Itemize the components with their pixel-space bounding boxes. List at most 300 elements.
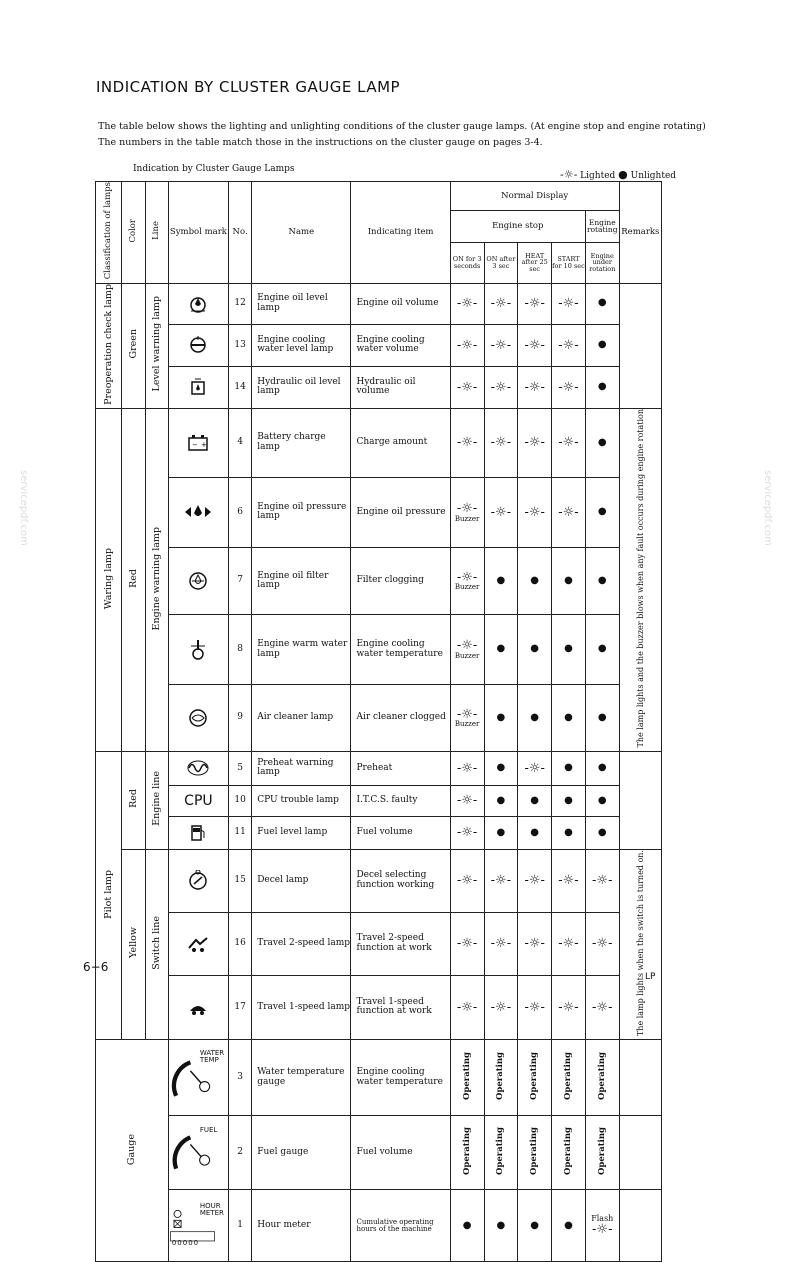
operating-label: Operating xyxy=(529,1127,540,1176)
water-temp-icon xyxy=(187,638,209,662)
symbol-cell xyxy=(168,548,228,614)
lighted-icon: -☼- xyxy=(524,295,545,311)
unlighted-icon: ● xyxy=(530,574,540,586)
state-cell xyxy=(552,751,586,785)
group-pilot-text: Pilot lamp xyxy=(102,869,114,919)
state-cell xyxy=(484,324,518,366)
lighted-icon: -☼- xyxy=(524,999,545,1015)
state-cell xyxy=(484,751,518,785)
group-precheck xyxy=(96,283,122,408)
gauge-row xyxy=(96,1116,662,1190)
state-cell xyxy=(518,1040,552,1116)
symbol-cell xyxy=(168,912,228,975)
remark-empty xyxy=(619,1040,661,1116)
state-cell xyxy=(552,685,586,751)
header-normal-display: Normal Display xyxy=(450,182,619,211)
state-cell xyxy=(552,283,586,324)
legend-unlighted: Unlighted xyxy=(630,171,677,181)
gauge-item: Engine cooling water temperature xyxy=(351,1040,450,1116)
lamp-name: Decel lamp xyxy=(252,849,351,912)
state-cell xyxy=(552,1190,586,1262)
table-row xyxy=(96,283,662,324)
state-cell xyxy=(450,283,484,324)
state-cell xyxy=(552,785,586,816)
travel-2-speed-icon xyxy=(186,934,210,954)
state-cell xyxy=(585,477,619,548)
gauge-symbol-label: FUEL xyxy=(199,1125,218,1134)
symbol-cell xyxy=(168,685,228,751)
table-row xyxy=(96,912,662,975)
state-cell xyxy=(484,912,518,975)
state-cell xyxy=(450,1040,484,1116)
table-row xyxy=(96,366,662,408)
lighted-icon: -☼- xyxy=(592,935,613,951)
state-cell xyxy=(552,548,586,614)
unlighted-icon: ● xyxy=(597,794,607,806)
state-cell xyxy=(552,477,586,548)
indicating-item: Engine oil pressure xyxy=(351,477,450,548)
gauge-name: Hour meter xyxy=(252,1190,351,1262)
gauge-name: Water temperature gauge xyxy=(252,1040,351,1116)
indicating-item: Air cleaner clogged xyxy=(351,685,450,751)
gauge-symbol-cell xyxy=(168,1116,228,1190)
state-cell xyxy=(484,548,518,614)
remark-empty xyxy=(619,283,661,408)
unlighted-icon: ● xyxy=(496,1219,506,1231)
header-remarks: Remarks xyxy=(619,182,661,284)
color-red-warning xyxy=(122,409,145,752)
table-row xyxy=(96,816,662,849)
unlighted-icon: ● xyxy=(496,794,506,806)
lighted-icon: -☼- xyxy=(524,873,545,889)
state-cell xyxy=(552,849,586,912)
state-cell xyxy=(552,912,586,975)
indicating-item: Engine cooling water volume xyxy=(351,324,450,366)
lighted-icon: -☼- xyxy=(558,435,579,451)
table-row xyxy=(96,849,662,912)
state-cell xyxy=(518,816,552,849)
state-cell xyxy=(450,751,484,785)
gauge-row xyxy=(96,1040,662,1116)
lighted-icon: -☼- xyxy=(558,873,579,889)
symbol-cell xyxy=(168,785,228,816)
lighted-icon: -☼- xyxy=(592,999,613,1015)
operating-label: Operating xyxy=(495,1052,506,1101)
color-yellow xyxy=(122,849,145,1039)
operating-label: Operating xyxy=(562,1127,573,1176)
remark-empty xyxy=(619,751,661,849)
unlighted-icon: ● xyxy=(597,826,607,838)
gauge-symbol-label: HOUR METER xyxy=(199,1201,224,1218)
symbol-cell xyxy=(168,849,228,912)
state-cell xyxy=(518,685,552,751)
state-cell xyxy=(484,849,518,912)
buzzer-label: Buzzer xyxy=(454,583,480,592)
header-engine-rotating: Engine rotating xyxy=(585,211,619,243)
operating-label: Operating xyxy=(562,1052,573,1101)
state-cell xyxy=(585,1040,619,1116)
symbol-cell xyxy=(168,324,228,366)
unlighted-icon: ● xyxy=(530,711,540,723)
unlighted-icon: ● xyxy=(564,574,573,586)
unlighted-icon: ● xyxy=(564,762,573,774)
lighted-icon: -☼- xyxy=(490,379,512,395)
lamp-name: Hydraulic oil level lamp xyxy=(252,366,351,408)
symbol-cell xyxy=(168,366,228,408)
lamp-name: Engine cooling water level lamp xyxy=(252,324,351,366)
gauge-item: Fuel volume xyxy=(351,1116,450,1190)
table-row xyxy=(96,409,662,478)
gauge-symbol xyxy=(169,1125,226,1181)
color-green-text: Green xyxy=(127,329,139,359)
state-cell xyxy=(552,366,586,408)
color-yellow-text: Yellow xyxy=(127,927,139,959)
lighted-icon: -☼- xyxy=(490,337,512,353)
state-cell xyxy=(585,685,619,751)
oil-pressure-icon xyxy=(183,503,213,521)
lamp-name: Preheat warning lamp xyxy=(252,751,351,785)
hydraulic-oil-icon xyxy=(187,376,209,398)
lighted-icon: -☼- xyxy=(524,504,545,520)
state-cell xyxy=(484,685,518,751)
state-cell xyxy=(585,614,619,685)
lamp-number: 9 xyxy=(229,685,252,751)
table-row xyxy=(96,548,662,614)
header-engine-stop: Engine stop xyxy=(450,211,585,243)
svg-text:+: + xyxy=(201,440,208,449)
symbol-cell xyxy=(168,975,228,1040)
gauge-name: Fuel gauge xyxy=(252,1116,351,1190)
gauge-number: 2 xyxy=(229,1116,252,1190)
header-symbol: Symbol mark xyxy=(168,182,228,284)
group-warning-text: Waring lamp xyxy=(102,547,114,609)
unlighted-icon: ● xyxy=(530,643,540,655)
lighted-icon: -☼- xyxy=(592,873,613,889)
lighted-icon: -☼- xyxy=(456,935,478,951)
lighted-icon: -☼- xyxy=(524,935,545,951)
state-cell xyxy=(450,685,484,751)
table-row xyxy=(96,975,662,1040)
state-cell xyxy=(585,751,619,785)
line-engine xyxy=(145,751,168,849)
unlighted-icon: ● xyxy=(530,826,540,838)
table-row xyxy=(96,324,662,366)
lamp-number: 5 xyxy=(229,751,252,785)
operating-label: Operating xyxy=(461,1052,472,1101)
state-cell xyxy=(518,912,552,975)
indicating-item: Hydraulic oil volume xyxy=(351,366,450,408)
color-red-pilot-text: Red xyxy=(127,789,139,809)
travel-1-speed-icon xyxy=(186,997,210,1017)
unlighted-icon: ● xyxy=(496,762,506,774)
state-cell xyxy=(484,975,518,1040)
unlighted-icon: ● xyxy=(462,1219,472,1231)
lighted-icon: -☼- xyxy=(524,435,545,451)
unlighted-symbol: ● xyxy=(618,168,628,181)
state-cell xyxy=(450,1190,484,1262)
operating-label: Operating xyxy=(596,1052,607,1101)
state-cell xyxy=(585,1190,619,1262)
header-color: Color xyxy=(122,182,145,284)
unlighted-icon: ● xyxy=(496,643,506,655)
remark-warning-text: The lamp lights and the buzzer blows when any fault occurs during engine rotation xyxy=(635,409,645,748)
color-red-pilot xyxy=(122,751,145,849)
symbol-cell xyxy=(168,614,228,685)
lighted-icon: -☼- xyxy=(456,706,478,722)
buzzer-label: Buzzer xyxy=(454,720,480,729)
indicating-item: Charge amount xyxy=(351,409,450,478)
remark-warning xyxy=(619,409,661,752)
table-row xyxy=(96,477,662,548)
intro-line-2: The numbers in the table match those in the instructions on the cluster gauge on pages 3-4. xyxy=(98,137,543,148)
state-cell xyxy=(585,785,619,816)
fuel-pump-icon xyxy=(188,822,208,844)
lighted-icon: -☼- xyxy=(558,999,579,1015)
header-sub-2: ON after 3 sec xyxy=(484,242,518,283)
state-cell xyxy=(518,785,552,816)
operating-label: Operating xyxy=(596,1127,607,1176)
state-cell xyxy=(585,849,619,912)
indicating-item: Engine oil volume xyxy=(351,283,450,324)
preheat-icon xyxy=(186,759,210,777)
cpu-icon: CPU xyxy=(184,792,213,809)
lighted-icon: -☼- xyxy=(490,295,512,311)
lamp-number: 4 xyxy=(229,409,252,478)
state-cell xyxy=(518,477,552,548)
lamp-name: Travel 1-speed lamp xyxy=(252,975,351,1040)
lamp-number: 10 xyxy=(229,785,252,816)
group-precheck-text: Preoperation check lamp xyxy=(102,283,114,405)
state-cell xyxy=(585,366,619,408)
state-cell xyxy=(484,1190,518,1262)
cluster-lamp-table xyxy=(95,181,662,1262)
state-cell xyxy=(585,816,619,849)
gauge-symbol xyxy=(169,1201,226,1251)
state-cell xyxy=(585,1116,619,1190)
operating-label: Operating xyxy=(461,1127,472,1176)
gauge-symbol-cell xyxy=(168,1040,228,1116)
state-cell xyxy=(518,751,552,785)
state-cell xyxy=(585,912,619,975)
lighted-icon: -☼- xyxy=(456,760,478,776)
intro-line-1: The table below shows the lighting and unlighting conditions of the cluster gauge lamps. (At engine stop and engine rotating) xyxy=(98,121,706,132)
symbol-cell xyxy=(168,751,228,785)
remark-switch-text: The lamp lights when the switch is turned on. xyxy=(635,849,645,1036)
unlighted-icon: ● xyxy=(564,1219,573,1231)
lamp-name: CPU trouble lamp xyxy=(252,785,351,816)
unlighted-icon: ● xyxy=(496,574,506,586)
state-cell xyxy=(518,283,552,324)
state-cell xyxy=(552,409,586,478)
indicating-item: Decel selecting function working xyxy=(351,849,450,912)
state-cell xyxy=(552,324,586,366)
watermark-right: servicepdf.com xyxy=(762,470,773,546)
lighted-icon: -☼- xyxy=(456,793,478,809)
unlighted-icon: ● xyxy=(530,1219,540,1231)
state-cell xyxy=(450,477,484,548)
state-cell xyxy=(518,548,552,614)
lighted-icon: -☼- xyxy=(456,638,478,654)
line-engine-text: Engine line xyxy=(150,771,162,827)
lighted-icon: -☼- xyxy=(456,295,478,311)
symbol-cell xyxy=(168,409,228,478)
lighted-icon: -☼- xyxy=(456,337,478,353)
remark-empty xyxy=(619,1190,661,1262)
state-cell xyxy=(518,614,552,685)
flash-label: Flash xyxy=(591,1214,614,1223)
unlighted-icon: ● xyxy=(597,297,607,309)
symbol-cell xyxy=(168,283,228,324)
unlighted-icon: ● xyxy=(597,762,607,774)
lamp-name: Engine oil filter lamp xyxy=(252,548,351,614)
line-engine-warning-text: Engine warning lamp xyxy=(150,526,162,630)
header-no: No. xyxy=(229,182,252,284)
lamp-name: Battery charge lamp xyxy=(252,409,351,478)
oil-filter-icon xyxy=(187,570,209,592)
header-name: Name xyxy=(252,182,351,284)
gauge-symbol-cell xyxy=(168,1190,228,1262)
state-cell xyxy=(585,548,619,614)
state-cell xyxy=(450,614,484,685)
lighted-icon: -☼- xyxy=(490,935,512,951)
state-cell xyxy=(450,1116,484,1190)
gauge-row xyxy=(96,1190,662,1262)
line-level-text: Level warning lamp xyxy=(150,296,162,392)
symbol-cell xyxy=(168,816,228,849)
unlighted-icon: ● xyxy=(564,826,573,838)
lighted-icon: -☼- xyxy=(456,873,478,889)
lamp-number: 12 xyxy=(229,283,252,324)
state-cell xyxy=(518,975,552,1040)
decel-icon xyxy=(187,870,209,892)
header-sub-4: START for 10 sec xyxy=(552,242,586,283)
group-gauge xyxy=(96,1040,169,1262)
header-row-1 xyxy=(96,182,662,211)
svg-text:−: − xyxy=(192,440,199,449)
lighted-icon: -☼- xyxy=(558,337,579,353)
header-item: Indicating item xyxy=(351,182,450,284)
lamp-number: 8 xyxy=(229,614,252,685)
indicating-item: Preheat xyxy=(351,751,450,785)
state-cell xyxy=(450,816,484,849)
gauge-item: Cumulative operating hours of the machine xyxy=(351,1190,450,1262)
lighted-icon: -☼- xyxy=(558,504,579,520)
lamp-name: Engine oil pressure lamp xyxy=(252,477,351,548)
state-cell xyxy=(450,785,484,816)
lamp-number: 16 xyxy=(229,912,252,975)
lighted-icon: -☼- xyxy=(592,1222,613,1238)
header-sub-5: Engine under rotation xyxy=(585,242,619,283)
lighted-icon: -☼- xyxy=(490,504,512,520)
state-cell xyxy=(552,614,586,685)
table-caption: Indication by Cluster Gauge Lamps xyxy=(133,164,295,174)
gauge-symbol xyxy=(169,1048,226,1108)
page-title: INDICATION BY CLUSTER GAUGE LAMP xyxy=(96,78,401,96)
state-cell xyxy=(450,324,484,366)
operating-label: Operating xyxy=(495,1127,506,1176)
indicating-item: I.T.C.S. faulty xyxy=(351,785,450,816)
footer-code: LP xyxy=(645,972,656,982)
state-cell xyxy=(450,366,484,408)
lighted-icon: -☼- xyxy=(456,379,478,395)
header-sub-3: HEAT after 25 sec xyxy=(518,242,552,283)
state-cell xyxy=(450,409,484,478)
watermark-left: servicepdf.com xyxy=(18,470,29,546)
legend-lighted: Lighted xyxy=(580,171,616,181)
state-cell xyxy=(518,1116,552,1190)
state-cell xyxy=(450,849,484,912)
state-cell xyxy=(518,849,552,912)
state-cell xyxy=(552,1040,586,1116)
unlighted-icon: ● xyxy=(496,711,506,723)
battery-icon xyxy=(186,433,210,453)
lighted-icon: -☼- xyxy=(456,435,478,451)
unlighted-icon: ● xyxy=(564,643,573,655)
indicating-item: Travel 2-speed function at work xyxy=(351,912,450,975)
table-row xyxy=(96,685,662,751)
lighted-icon: -☼- xyxy=(490,435,512,451)
lamp-number: 13 xyxy=(229,324,252,366)
lighted-icon: -☼- xyxy=(524,379,545,395)
state-cell xyxy=(484,366,518,408)
lamp-name: Travel 2-speed lamp xyxy=(252,912,351,975)
page-number: 6−6 xyxy=(83,960,109,974)
table-row xyxy=(96,751,662,785)
line-switch xyxy=(145,849,168,1039)
line-level xyxy=(145,283,168,408)
buzzer-label: Buzzer xyxy=(454,651,480,660)
header-sub-1: ON for 3 seconds xyxy=(450,242,484,283)
lighted-icon: -☼- xyxy=(524,337,545,353)
header-line: Line xyxy=(145,182,168,284)
state-cell xyxy=(552,1116,586,1190)
header-classification: Classification of lamps xyxy=(96,182,122,284)
lighted-icon: -☼- xyxy=(558,935,579,951)
air-cleaner-icon xyxy=(187,707,209,729)
lamp-name: Fuel level lamp xyxy=(252,816,351,849)
gauge-number: 3 xyxy=(229,1040,252,1116)
group-gauge-text: Gauge xyxy=(125,1133,137,1165)
lighted-symbol: -☼- xyxy=(560,168,578,181)
color-red-warning-text: Red xyxy=(127,568,139,588)
lighted-icon: -☼- xyxy=(490,999,512,1015)
state-cell xyxy=(518,324,552,366)
unlighted-icon: ● xyxy=(496,826,506,838)
unlighted-icon: ● xyxy=(530,794,540,806)
lamp-number: 6 xyxy=(229,477,252,548)
state-cell xyxy=(484,1116,518,1190)
state-cell xyxy=(484,785,518,816)
state-cell xyxy=(484,1040,518,1116)
state-cell xyxy=(585,324,619,366)
remark-empty xyxy=(619,1116,661,1190)
lighted-icon: -☼- xyxy=(524,760,545,776)
state-cell xyxy=(484,283,518,324)
state-cell xyxy=(552,816,586,849)
unlighted-icon: ● xyxy=(597,574,607,586)
unlighted-icon: ● xyxy=(597,643,607,655)
unlighted-icon: ● xyxy=(597,381,607,393)
color-green xyxy=(122,283,145,408)
state-cell xyxy=(552,975,586,1040)
state-cell xyxy=(450,548,484,614)
lamp-name: Engine oil level lamp xyxy=(252,283,351,324)
coolant-level-icon xyxy=(187,334,209,356)
hour-meter-digits: 00000 xyxy=(171,1238,200,1247)
state-cell xyxy=(585,409,619,478)
indicating-item: Engine cooling water temperature xyxy=(351,614,450,685)
state-cell xyxy=(585,975,619,1040)
